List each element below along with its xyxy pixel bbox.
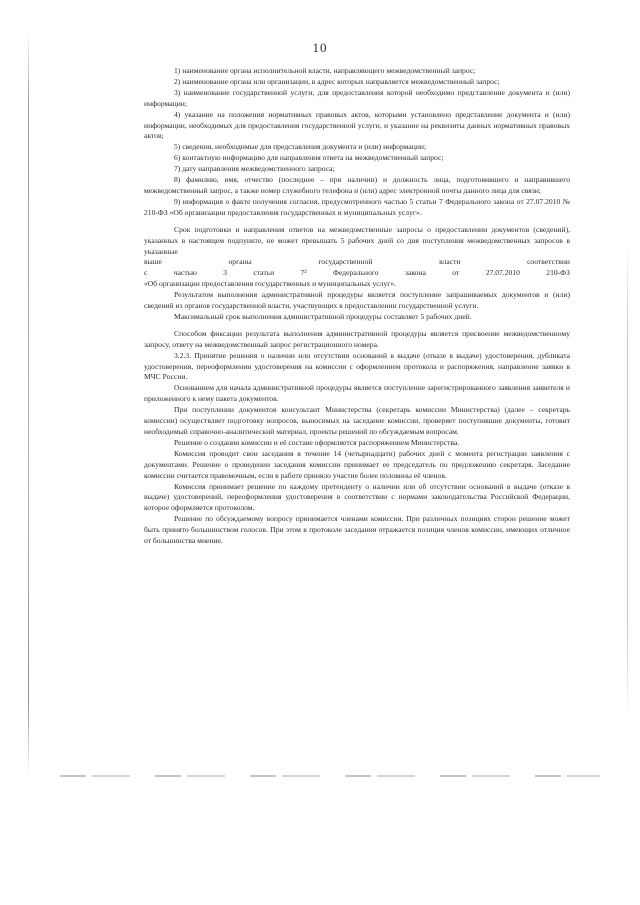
paragraph: Способом фиксации результата выполнения административной процедуры является присвоение межведомственному запросу, ответу на межведомственный запрос регистрационного номера. [144, 328, 570, 349]
paragraph: 5) сведения, необходимые для представления документа и (или) информации; [174, 142, 427, 152]
paragraph: Решение по обсуждаемому вопросу принимается членами комиссии. При различных позициях сторон решение может быть принято большинством голосов. При этом в протоколе заседания отражается позиция членов комиссии, имеющих отличное от большинства мнение. [144, 514, 570, 546]
spread-word: соответствии [527, 257, 570, 267]
spread-line [144, 268, 570, 279]
spread-word: 210-ФЗ [546, 268, 570, 278]
spread-word: закона [405, 268, 426, 278]
paragraph: Максимальный срок выполнения административной процедуры составляет 5 рабочих дней. [174, 311, 472, 321]
spread-word: с [144, 268, 148, 278]
spread-word: частью [173, 268, 197, 278]
paragraph: 1) наименование органа исполнительной власти, направляющего межведомственный запрос; [174, 66, 476, 75]
paragraph: При поступлении документов консультант Министерства (секретарь комиссии Министерства) (далее – секретарь комиссии) осуществляет подготовку вопросов, выносимых на заседание комиссии, проверяет поступившие документы, готовит необходимый справочно-аналитический материал, проекты решений по обсуждаемым вопросам. [144, 405, 570, 436]
scan-bottom-artifact [60, 775, 600, 777]
paragraph: 3) наименование государственной услуги, для предоставления которой необходимо представление документа и (или) информации; [144, 87, 570, 108]
paragraph: 9) информация о факте получения согласия, предусмотренного частью 5 статьи 7 Федерального закона от 27.07.2010 № 210-ФЗ «Об организации предоставления государственных и муниципальных услуг». [144, 196, 570, 217]
paragraph: Комиссия принимает решение по каждому претенденту о наличии или об отсутствии оснований в выдаче (отказе в выдаче) удостоверений, переоформления удостоверения в соответствии с нормами законодательства Российской Федерации, которое оформляется протоколом. [144, 481, 570, 513]
paragraph: 7) дату направления межведомственного запроса; [174, 164, 335, 174]
paragraph: 6) контактную информацию для направления ответа на межведомственный запрос; [174, 153, 444, 163]
page-number: 10 [312, 40, 328, 55]
paragraph: Комиссия проводит свои заседания в течение 14 (четырнадцати) рабочих дней с момента регистрации заявления с документами. Решение о проведении заседания комиссии принимает ее председатель по предложению секретаря. Заседание комиссии считается правомочным, если в работе приняло участие более половины её членов. [144, 448, 570, 480]
document-body [144, 66, 570, 547]
spread-word: статьи [253, 268, 275, 278]
spread-line [144, 257, 570, 268]
paragraph: 4) указание на положения нормативных правовых актов, которыми установлено представление документа и (или) информации, необходимых для предоставления государственной услуги, и указание на реквизиты данных нормативных правовых актов; [144, 109, 570, 141]
scan-edge-left [28, 30, 29, 775]
spread-word: 27.07.2010 [485, 268, 520, 278]
spread-word: государственной [318, 257, 373, 267]
paragraph: 2) наименование органа или организации, в адрес которых направляется межведомственный запрос; [174, 76, 500, 86]
spread-word: органы [228, 257, 252, 267]
paragraph: Результатом выполнения административной процедуры является поступление запрашиваемых документов и (или) сведений из органов государственной власти, участвующих в предоставлении государственной услуги. [144, 290, 570, 311]
scan-edge-right [627, 240, 628, 720]
paragraph: 3.2.3. Принятие решения о наличии или отсутствии оснований в выдаче (отказе в выдаче) удостоверения, дубликата удостоверения, переоформлении удостоверения на комиссии с оформлением протокола и распоряжения, направление заявки в МЧС России. [144, 350, 570, 382]
paragraph: Основанием для начала административной процедуры является поступление зарегистрированного заявления заявителя и приложенного к нему пакета документов. [144, 383, 570, 404]
spread-word: Федерального [333, 268, 379, 278]
spread-word: выше [144, 257, 162, 267]
paragraph: Срок подготовки и направления ответов на межведомственные запросы о предоставлении документов (сведений), указанных в настоящем подпункте, не может превышать 5 рабочих дней со дня поступления межведомственных запросов в указанные [144, 224, 570, 256]
spread-word: 3 [223, 268, 227, 278]
spread-word: власти [439, 257, 461, 267]
paragraph: Решение о создании комиссии и её составе оформляется распоряжением Министерства. [174, 437, 460, 447]
spread-word: от [452, 268, 460, 278]
paragraph: 8) фамилию, имя, отчество (последнее – при наличии) и должность лица, подготовившего и направившего межведомственный запрос, а также номер служебного телефона и (или) адрес электронной почты данного лица для связи; [144, 175, 570, 195]
spread-word: 7² [300, 268, 307, 278]
closing-line: «Об организации предоставления государственных и муниципальных услуг». [144, 279, 397, 289]
